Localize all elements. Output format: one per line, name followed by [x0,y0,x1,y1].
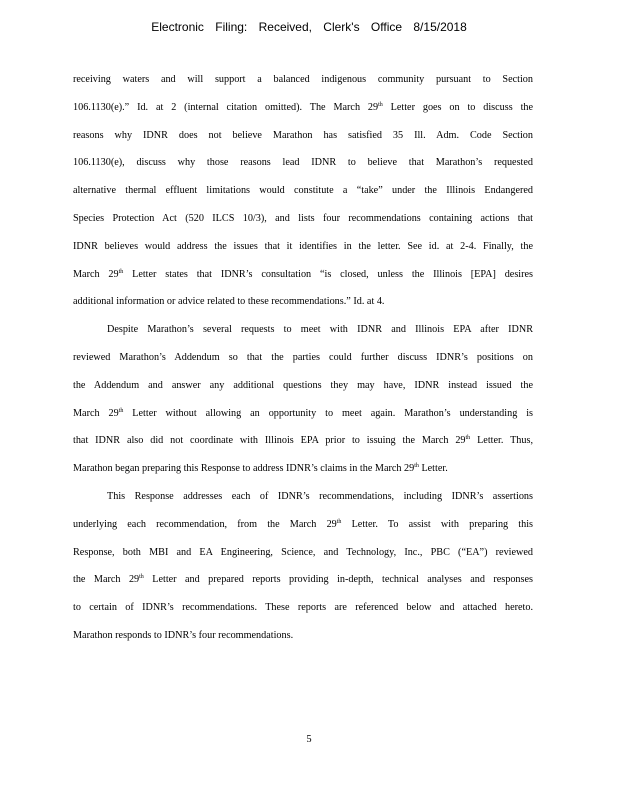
text-line: 106.1130(e), discuss why those reasons lead IDNR to believe that Marathon’s requested [73,157,533,169]
text-line: Despite Marathon’s several requests to meet with IDNR and Illinois EPA after IDNR [107,324,533,336]
text-line: to certain of IDNR’s recommendations. These reports are referenced below and attached hereto. [73,602,533,614]
text-line: This Response addresses each of IDNR’s recommendations, including IDNR’s assertions [107,490,533,502]
text-line: additional information or advice related to these recommendations.” Id. at 4. [73,296,385,308]
page-number: 5 [306,734,312,745]
ordinal-suffix: th [465,435,471,442]
text-line: alternative thermal effluent limitations would constitute a “take” under the Illinois Endangered [73,185,533,197]
body-text [73,66,533,650]
text-line: reviewed Marathon’s Addendum so that the parties could further discuss IDNR’s positions on [73,351,533,363]
text-line: receiving waters and will support a balanced indigenous community pursuant to Section [73,74,533,85]
text-line: 106.1130(e).” Id. at 2 (internal citation omitted). The March 29th Letter goes on to discuss the [73,101,534,113]
ordinal-suffix: th [378,101,383,108]
ordinal-suffix: th [139,574,144,581]
ordinal-suffix: th [118,407,124,414]
text-line: that IDNR also did not coordinate with Illinois EPA prior to issuing the March 29th Letter. Thus, [73,435,533,447]
text-line: Marathon began preparing this Response to address IDNR’s claims in the March 29th Letter. [73,463,448,475]
text-line: Response, both MBI and EA Engineering, Science, and Technology, Inc., PBC (“EA”) reviewed [73,546,533,558]
ordinal-suffix: th [118,268,124,275]
text-line: Species Protection Act (520 ILCS 10/3), and lists four recommendations containing actions that [73,212,533,224]
text-line: underlying each recommendation, from the March 29th Letter. To assist with preparing this [73,518,534,530]
text-line: IDNR believes would address the issues that it identifies in the letter. See id. at 2-4. Finally, the [73,240,533,252]
text-line: Marathon responds to IDNR’s four recommendations. [73,629,294,641]
text-line: the Addendum and answer any additional questions they may have, IDNR instead issued the [73,379,533,391]
text-line: March 29th Letter without allowing an opportunity to meet again. Marathon’s understanding is [73,407,534,419]
ordinal-suffix: th [414,463,419,470]
filing-header: Electronic Filing: Received, Clerk's Office 8/15/2018 [151,20,467,34]
text-line: reasons why IDNR does not believe Marathon has satisfied 35 Ill. Adm. Code Section [73,129,533,141]
ordinal-suffix: th [336,518,342,525]
text-line: March 29th Letter states that IDNR’s consultation “is closed, unless the Illinois [EPA] desires [73,268,533,280]
text-line: the March 29th Letter and prepared reports providing in-depth, technical analyses and responses [73,574,533,586]
